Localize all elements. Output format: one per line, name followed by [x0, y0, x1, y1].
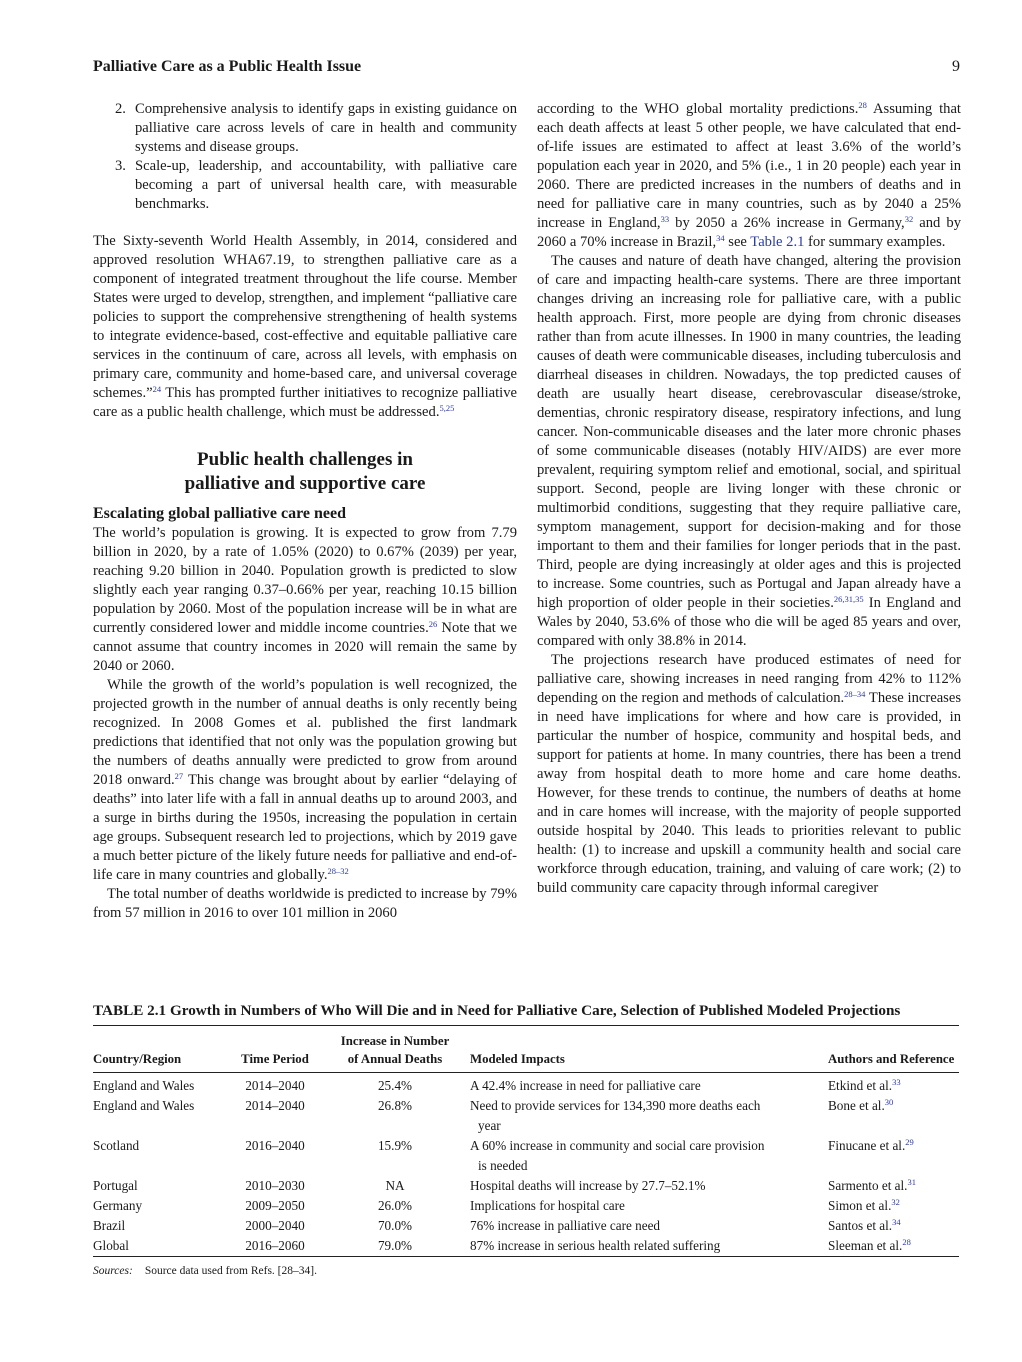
cell-authors [828, 1176, 959, 1196]
cell-authors [828, 1096, 959, 1136]
author-text: Bone et al. [828, 1098, 885, 1113]
table-row [93, 1096, 959, 1136]
text: The Sixty-seventh World Health Assembly, in 2014, considered and approved resolution WHA67.19, to strengthen palliative care as a component of integrated treatment throughout the life course. Member States were urged to develop, strengthen, and implement “palliative care policies to support the comprehensive strengthening of health systems to integrate evidence-based, cost-effective and equitable palliative care services in the continuum of care, across all levels, with emphasis on primary care, community and home-based care, and universal coverage schemes.” [93, 233, 517, 401]
header-country: Country/Region [93, 1026, 230, 1073]
section-heading-line: palliative and supportive care [184, 473, 426, 494]
author-text: Santos et al. [828, 1218, 893, 1233]
text: The causes and nature of death have changed, altering the provision of care and impacting health-care systems. There are three important changes driving an increasing role for palliative care, with a public health approach. First, more people are dying from chronic diseases rather than from acute illnesses. In 1900 in many countries, the leading causes of death were communicable diseases, including tuberculosis and diarrheal diseases in children. Nowadays, the top predicted causes of death are usually heart disease, cerebrovascular disease/stroke, dementias, chronic respiratory disease, respiratory infections, and lung cancer. Non-communicable diseases and the later more chronic phases of some communicable diseases (notably HIV/AIDS) are ever more prevalent, requiring symptom relief and emotional, social, and spiritual support. Second, people are living longer with these chronic or multimorbid conditions, suggesting that they require palliative care, symptom management, support for decision-making and for those important to them and their families for longer periods that in the past. Third, people are dying increasingly at older ages and this is projected to increase. Some countries, such as Portugal and Japan already have a high proportion of older people in their societies. [537, 253, 961, 611]
cell-increase: 79.0% [320, 1236, 470, 1257]
citation-link[interactable]: 24 [152, 384, 162, 394]
citation-link[interactable]: 32 [904, 214, 914, 224]
cell-increase: 70.0% [377, 1218, 413, 1233]
citation-link[interactable]: 29 [905, 1137, 914, 1147]
page-number: 9 [952, 58, 960, 75]
impact-text: A 60% increase in community and social care provision [470, 1138, 765, 1153]
text: and by 2060 a 70% increase in Brazil, [537, 215, 962, 250]
paragraph-causes [537, 252, 961, 651]
header-increase-line: Increase in Number [340, 1034, 450, 1048]
text: see [724, 234, 751, 250]
citation-link[interactable]: 33 [892, 1077, 901, 1087]
table-row [93, 1216, 959, 1236]
cell-increase: 26.8% [377, 1098, 413, 1113]
cell-impact [470, 1136, 828, 1176]
text: Note that we cannot assume that country incomes in 2020 will remain the same by 2040 or 2060. [93, 620, 517, 674]
paragraph-total-deaths [93, 885, 517, 923]
cell-increase: NA [385, 1178, 405, 1193]
citation-link[interactable]: 28 [902, 1237, 911, 1247]
list-item [93, 157, 517, 214]
citation-link[interactable]: 26,31,35 [833, 594, 864, 604]
paragraph-wha [93, 232, 517, 422]
header-impacts: Modeled Impacts [470, 1026, 828, 1073]
text: The world’s population is growing. It is expected to grow from 7.79 billion in 2020, by a rate of 1.05% (2020) to 0.67% (2039) per year, reaching 9.20 billion in 2040. Population growth is predicted to slow slightly each year ranging 0.37–0.66% per year, reaching 10.15 billion population by 2060. Most of the population increase will be in what are currently considered lower and middle income countries. [93, 525, 517, 636]
cell-period: 2014–2040 [245, 1098, 305, 1113]
cell-authors [828, 1196, 959, 1216]
author-text: Sleeman et al. [828, 1238, 903, 1253]
citation-link[interactable]: 30 [884, 1097, 894, 1107]
citation-link[interactable]: 28–34 [844, 689, 866, 699]
header-increase [320, 1026, 470, 1073]
running-title: Palliative Care as a Public Health Issue [93, 58, 362, 75]
cell-country: England and Wales [93, 1078, 195, 1093]
author-text: Sarmento et al. [828, 1178, 908, 1193]
paragraph-deaths-growth [93, 676, 517, 885]
list-text: Comprehensive analysis to identify gaps in existing guidance on palliative care across levels of care in health and community systems and disease groups. [135, 101, 517, 155]
cell-country: Germany [93, 1198, 143, 1213]
text: In England and Wales by 2040, 53.6% of those who die will be aged 85 years and over, compared with only 38.8% in 2014. [537, 595, 961, 649]
text: The total number of deaths worldwide is predicted to increase by 79% from 57 million in 2016 to over 101 million in 2060 [93, 886, 517, 921]
citation-link[interactable]: 34 [716, 233, 725, 243]
citation-link[interactable]: 31 [907, 1177, 916, 1187]
table-row [93, 1236, 959, 1257]
text: by 2050 a 26% increase in Germany, [669, 215, 905, 231]
sources-label: Sources: [93, 1265, 133, 1277]
impact-text: 76% increase in palliative care need [470, 1218, 661, 1233]
impact-text: Need to provide services for 134,390 more deaths each [470, 1098, 761, 1113]
author-text: Finucane et al. [828, 1138, 906, 1153]
paragraph-continuation [537, 100, 961, 252]
sources-text: Source data used from Refs. [28–34]. [144, 1265, 317, 1277]
table-row [93, 1196, 959, 1216]
running-header [93, 58, 960, 82]
impact-text: 87% increase in serious health related suffering [470, 1238, 721, 1253]
citation-link[interactable]: 34 [892, 1217, 901, 1227]
cell-period: 2014–2040 [245, 1078, 305, 1093]
impact-text: Implications for hospital care [470, 1198, 625, 1213]
cell-country: Scotland [93, 1138, 140, 1153]
left-column [93, 100, 517, 923]
list-item [93, 100, 517, 157]
section-heading-line: Public health challenges in [197, 449, 413, 470]
impact-text-cont: is needed [478, 1158, 528, 1173]
cell-impact [470, 1073, 828, 1097]
text: according to the WHO global mortality predictions. [537, 101, 859, 117]
cell-impact [470, 1196, 828, 1216]
list-number: 3. [115, 158, 126, 174]
numbered-list [93, 100, 517, 214]
impact-text: Hospital deaths will increase by 27.7–52.1% [470, 1178, 706, 1193]
author-text: Etkind et al. [828, 1078, 893, 1093]
cell-country: Global [93, 1236, 230, 1257]
cell-authors [828, 1216, 959, 1236]
header-authors: Authors and Reference [828, 1026, 959, 1073]
author-text: Simon et al. [828, 1198, 892, 1213]
text: Assuming that each death affects at least 5 other people, we have calculated that end-of-life issues are estimated to affect at least 3.6% of the world’s population each year in 2020, and 5% (i.e., 1 in 20 people) each year in 2060. There are predicted increases in the numbers of deaths and in need for palliative care in many countries, such as by 2040 a 25% increase in England, [537, 101, 961, 231]
cell-period: 2009–2050 [245, 1198, 305, 1213]
table-row [93, 1073, 959, 1097]
impact-text-cont: year [478, 1118, 501, 1133]
table-header-row [93, 1026, 959, 1073]
table-caption: TABLE 2.1 Growth in Numbers of Who Will Die and in Need for Palliative Care, Selection of Published Modeled Projections [93, 1000, 959, 1026]
citation-link[interactable]: 33 [660, 214, 670, 224]
right-column [537, 100, 961, 898]
citation-link[interactable]: 27 [174, 771, 184, 781]
header-period: Time Period [230, 1026, 320, 1073]
list-number: 2. [115, 101, 126, 117]
paragraph-population [93, 524, 517, 676]
cell-impact [470, 1236, 828, 1257]
table-row [93, 1136, 959, 1176]
cell-country: Portugal [93, 1178, 138, 1193]
citation-link[interactable]: 26 [428, 619, 438, 629]
citation-link[interactable]: 5,25 [439, 403, 455, 413]
cell-increase: 15.9% [377, 1138, 413, 1153]
cell-increase: 25.4% [377, 1078, 413, 1093]
table-2-1 [93, 1000, 959, 1277]
projections-table [93, 1026, 959, 1257]
cell-authors [828, 1073, 959, 1097]
cell-period: 2000–2040 [245, 1218, 305, 1233]
impact-text: A 42.4% increase in need for palliative care [470, 1078, 701, 1093]
cell-period: 2016–2060 [230, 1236, 320, 1257]
table-row [93, 1176, 959, 1196]
section-heading [93, 448, 517, 496]
text: While the growth of the world’s population is well recognized, the projected growth in the number of annual deaths is only recently being recognized. In 2008 Gomes et al. published the first landmark predictions that identified that not only was the population growing but the numbers of deaths annually were predicted to grow from around 2018 onward. [93, 677, 517, 788]
citation-link[interactable]: 28 [858, 100, 867, 110]
text: for summary examples. [804, 234, 946, 250]
cell-authors [828, 1236, 959, 1257]
cell-impact [470, 1096, 828, 1136]
citation-link[interactable]: 28–32 [327, 866, 349, 876]
cell-period: 2010–2030 [245, 1178, 305, 1193]
citation-link[interactable]: 32 [891, 1197, 900, 1207]
table-sources [93, 1265, 959, 1277]
text: This has prompted further initiatives to recognize palliative care as a public health challenge, which must be addressed. [93, 385, 517, 420]
text: The projections research have produced estimates of need for palliative care, showing increases in need ranging from 42% to 112% depending on the region and methods of calculation. [537, 652, 961, 706]
paragraph-projections [537, 651, 961, 898]
cell-impact [470, 1176, 828, 1196]
cell-impact [470, 1216, 828, 1236]
cell-period: 2016–2040 [245, 1138, 305, 1153]
text: This change was brought about by earlier “delaying of deaths” into later life with a fall in annual deaths up to around 2003, and a surge in births during the 1950s, increasing the population in certain age groups. Subsequent research led to projections, which by 2019 gave a much better picture of the likely future needs for palliative and end-of-life care in many countries and globally. [93, 772, 517, 883]
list-text: Scale-up, leadership, and accountability, with palliative care becoming a part of universal health care, with measurable benchmarks. [135, 158, 517, 212]
cell-authors [828, 1136, 959, 1176]
header-increase-line: of Annual Deaths [347, 1052, 443, 1066]
subsection-heading: Escalating global palliative care need [93, 505, 347, 522]
table-2-1-link[interactable]: Table 2.1 [750, 234, 805, 250]
cell-country: Brazil [93, 1218, 126, 1233]
text: These increases in need have implications for where and how care is provided, in particular the number of hospice, community and hospital beds, and support for patients at home. In many countries, there has been a trend away from hospital death to more home and care home deaths. However, for these trends to continue, the numbers of deaths at home and in care homes will increase, with the majority of people supported outside hospital by 2040. This leads to priorities relevant to public health: (1) to increase and upskill a community health and social care workforce through education, training, and valuing of care work; (2) to build community care capacity through informal caregiver [537, 690, 962, 896]
cell-increase: 26.0% [377, 1198, 413, 1213]
cell-country: England and Wales [93, 1098, 195, 1113]
